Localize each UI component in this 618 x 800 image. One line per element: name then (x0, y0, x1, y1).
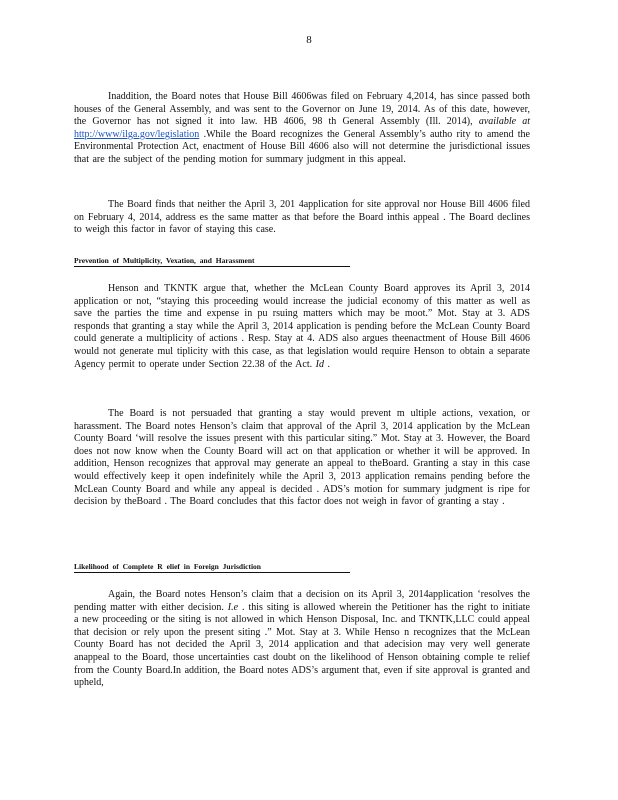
section-heading-complete-relief: Likelihood of Complete R elief in Foreign Jurisdiction (74, 562, 350, 573)
page-number: 8 (306, 34, 312, 46)
paragraph-text: . (323, 358, 330, 370)
ie-citation: I.e (227, 601, 239, 613)
paragraph-board-finds: The Board finds that neither the April 3, 201 4application for site approval nor House Bill 4606 filed on February 4, 2014, address es the same matter as that before the Board inthis appeal . The Board declines to weigh this factor in favor of staying this case. (74, 199, 530, 236)
paragraph-text: Inaddition, the Board notes that House Bill 4606was filed on February 4,2014, has since passed both houses of the General Assembly, and was sent to the Governor on June 19, 2014. As of this date, however, the Governor has not signed it into law. HB 4606, 98 th General Assembly (Ill. 2014), (74, 91, 530, 128)
id-citation: Id (315, 358, 324, 370)
legislation-link[interactable]: http://www/ilga.gov/legislation (74, 128, 200, 140)
paragraph-text: .While the Board recognizes the General Assembly’s autho rity to amend the Environmental Protection Act, enactment of House Bill 4606 also will not determine the jurisdictional issues that are the subject of the pending motion for summary judgment in this appeal. (74, 128, 530, 165)
paragraph-again-board-notes (74, 589, 530, 690)
available-label: available at (478, 116, 530, 128)
section-heading-multiplicity: Prevention of Multiplicity, Vexation, and Harassment (74, 256, 350, 267)
paragraph-text: Again, the Board notes Henson’s claim that a decision on its April 3, 2014application ‘resolves the pending matter with either decision. (74, 589, 530, 613)
paragraph-board-not-persuaded: The Board is not persuaded that granting a stay would prevent m ultiple actions, vexation, or harassment. The Board notes Henson’s claim that approval of the April 3, 2014 application by the McLean County Board ‘will resolve the issues present with this particular siting.” Mot. Stay at 3. However, the Board does not now know when the County Board will act on that application or whether it will be approved. In addition, Henson recognizes that approval may generate an appeal to theBoard. Granting a stay in this case would effectively keep it open indefinitely while the April 3, 2013 application remains pending before the McLean County Board and while any appeal is decided . ADS’s motion for summary judgment is ripe for decision by theBoard . The Board concludes that this factor does not weigh in favor of granting a stay . (74, 408, 530, 508)
paragraph-house-bill (74, 91, 530, 167)
paragraph-text: Henson and TKNTK argue that, whether the McLean County Board approves its April 3, 2014 application or not, “staying this proceeding would increase the judicial economy of this matter as well as save the parties the time and expense in pu rsuing matters which may be moot.” Mot. Stay at 3. ADS responds that granting a stay while the April 3, 2014 application is pending before the McLean County Board could generate a multiplicity of actions . Resp. Stay at 4. ADS also argues theenactment of House Bill 4606 would not generate mul tiplicity with this case, as that legislation would require Henson to obtain a separate Agency permit to operate under Section 22.38 of the Act. (74, 283, 530, 370)
paragraph-henson-argue (74, 283, 530, 371)
paragraph-text: . this siting is allowed wherein the Petitioner has the right to initiate a new proceeding or the siting is not allowed in which Henson Disposal, Inc. and TKNTK,LLC could appeal that decision or rely upon the present siting .” Mot. Stay at 3. While Henso n recognizes that the McLean County Board has not decided the April 3, 2014 application and that adecision may very well generate anappeal to the Board, those uncertainties cast doubt on the likelihood of Henson obtaining comple te relief from the County Board.In addition, the Board notes ADS’s argument that, even if site approval is granted and upheld, (74, 601, 530, 689)
